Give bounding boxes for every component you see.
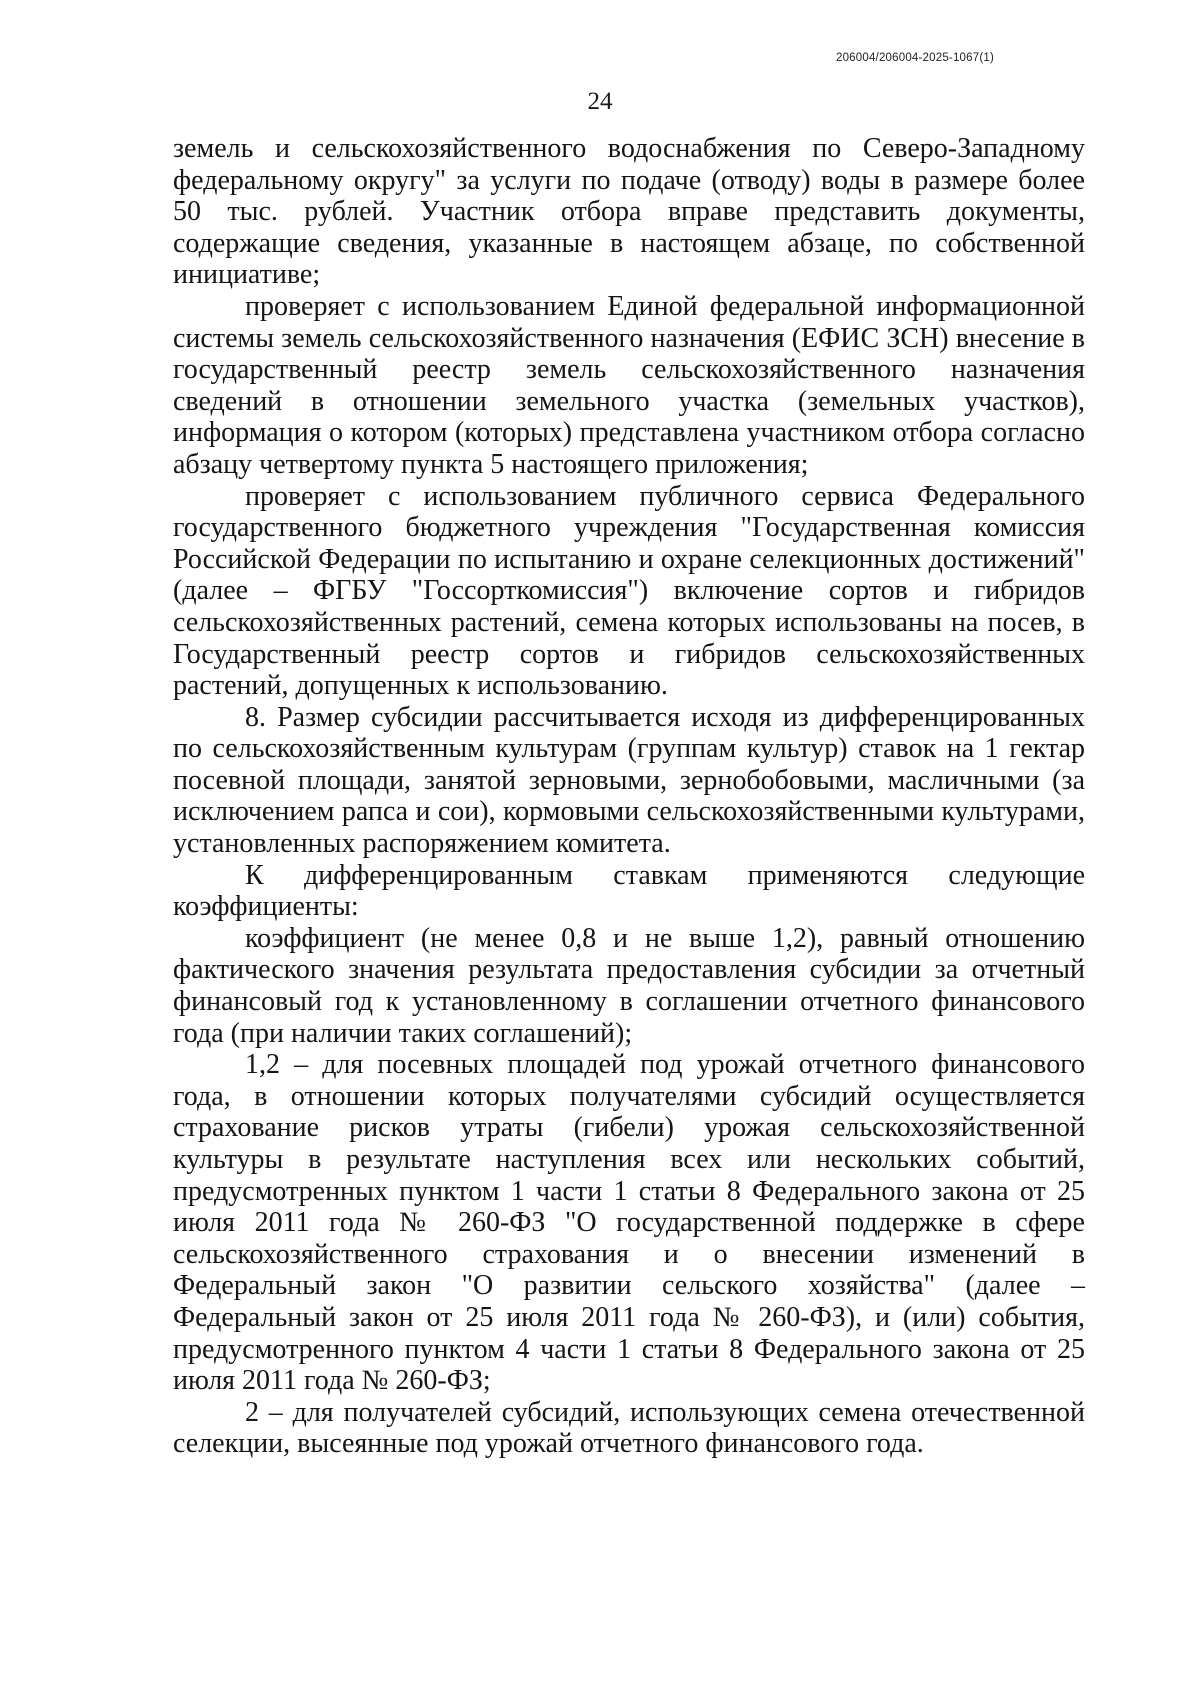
document-body xyxy=(173,133,1085,1460)
paragraph-coefficient-domestic-seeds: 2 – для получателей субсидий, использующих семена отечественной селекции, высеянные под урожай отчетного финансового года. xyxy=(173,1396,1085,1460)
paragraph-gossortkomissiya-check: проверяет с использованием публичного сервиса Федерального государственного бюджетного учреждения "Государственная комиссия Российской Федерации по испытанию и охране селекционных достижений" (далее – ФГБУ "Госсорткомиссия") включение сортов и гибридов сельскохозяйственных растений, семена которых использованы на посев, в Государственный реестр сортов и гибридов сельскохозяйственных растений, допущенных к использованию. xyxy=(173,480,1085,702)
paragraph-efis-check: проверяет с использованием Единой федеральной информационной системы земель сельскохозяйственного назначения (ЕФИС ЗСН) внесение в государственный реестр земель сельскохозяйственного назначения сведений в отношении земельного участка (земельных участков), информация о котором (которых) представлена участником отбора согласно абзацу четвертому пункта 5 настоящего приложения; xyxy=(173,290,1085,480)
paragraph-coefficients-intro: К дифференцированным ставкам применяются следующие коэффициенты: xyxy=(173,859,1085,923)
paragraph-coefficient-insurance: 1,2 – для посевных площадей под урожай отчетного финансового года, в отношении которых получателями субсидий осуществляется страхование рисков утраты (гибели) урожая сельскохозяйственной культуры в результате наступления всех или нескольких событий, предусмотренных пунктом 1 части 1 статьи 8 Федерального закона от 25 июля 2011 года № 260-ФЗ "О государственной поддержке в сфере сельскохозяйственного страхования и о внесении изменений в Федеральный закон "О развитии сельского хозяйства" (далее – Федеральный закон от 25 июля 2011 года № 260-ФЗ), и (или) события, предусмотренного пунктом 4 части 1 статьи 8 Федерального закона от 25 июля 2011 года № 260-ФЗ; xyxy=(173,1049,1085,1397)
paragraph-continuation: земель и сельскохозяйственного водоснабжения по Северо-Западному федеральному округу" за услуги по подаче (отводу) воды в размере более 50 тыс. рублей. Участник отбора вправе представить документы, содержащие сведения, указанные в настоящем абзаце, по собственной инициативе; xyxy=(173,133,1085,291)
paragraph-coefficient-result: коэффициент (не менее 0,8 и не выше 1,2), равный отношению фактического значения результата предоставления субсидии за отчетный финансовый год к установленному в соглашении отчетного финансового года (при наличии таких соглашений); xyxy=(173,922,1085,1049)
document-id: 206004/206004-2025-1067(1) xyxy=(835,52,994,64)
paragraph-subsidy-size: 8. Размер субсидии рассчитывается исходя из дифференцированных по сельскохозяйственным культурам (группам культур) ставок на 1 гектар посевной площади, занятой зерновыми, зернобобовыми, масличными (за исключением рапса и сои), кормовыми сельскохозяйственными культурами, установленных распоряжением комитета. xyxy=(173,701,1085,860)
page-number: 24 xyxy=(587,88,613,115)
